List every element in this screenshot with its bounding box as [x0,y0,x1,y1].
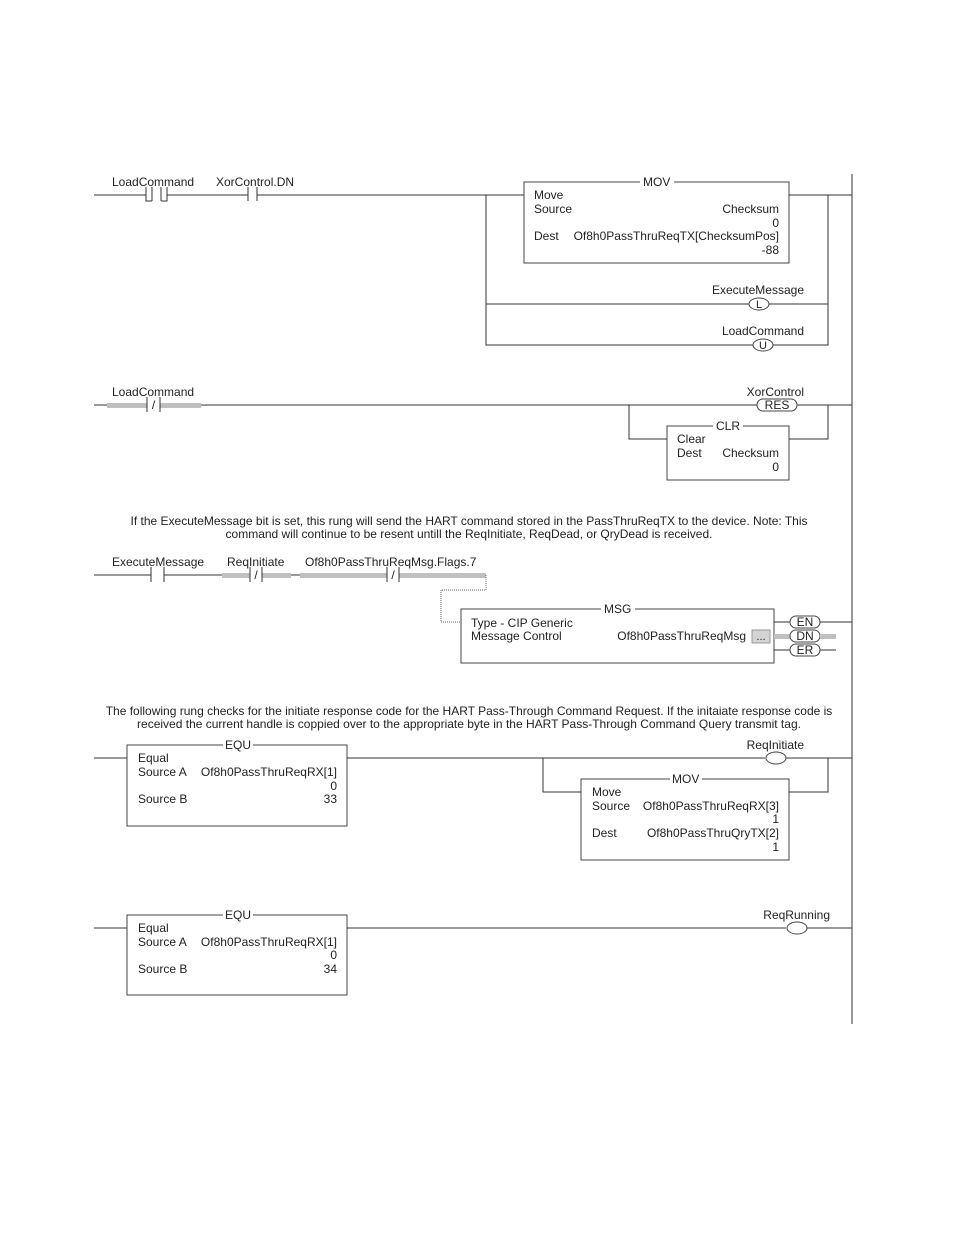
mov-instruction[interactable] [581,772,789,860]
contact-label: LoadCommand [112,175,195,189]
instruction-title: EQU [225,738,252,752]
message-control-label: Message Control [471,629,562,643]
coil-letter: L [755,299,763,311]
instruction-name: Equal [138,751,169,765]
contact-execute-message[interactable] [151,567,164,582]
source-a-label: Source A [138,765,187,779]
source-b-label: Source B [138,792,188,806]
unlatch-coil[interactable] [753,339,773,352]
dest-label: Dest [534,229,559,243]
coil-label: ReqInitiate [746,738,804,752]
contact-load-command-nc[interactable] [147,397,160,412]
rung-3 [94,738,852,860]
contact-symbol: / [254,568,258,582]
equ-instruction[interactable] [127,738,347,826]
dest-label: Dest [677,446,702,460]
contact-symbol: / [391,568,395,582]
source-label: Source [534,202,573,216]
dest-label: Dest [592,826,617,840]
rung-2 [94,555,852,663]
rung-0 [94,175,852,352]
instruction-title: MSG [604,602,632,616]
source-b-value: 33 [323,792,337,806]
rung-comment-line: If the ExecuteMessage bit is set, this rung will send the HART command stored in the PassThruReqTX to the device. Note: This [130,514,808,528]
dn-label: DN [796,629,814,643]
rung-4 [94,908,852,995]
contact-label: ReqInitiate [227,555,285,569]
msg-config-button[interactable] [752,630,770,643]
contact-label: LoadCommand [112,385,195,399]
coil-letter: RES [764,398,790,412]
dest-tag: Of8h0PassThruReqTX[ChecksumPos] [573,229,779,243]
contact-req-initiate-nc[interactable] [250,567,262,582]
coil-label: ExecuteMessage [711,283,804,297]
msg-type-label: Type - CIP Generic [471,616,573,630]
instruction-name: Move [592,785,622,799]
output-coil-req-running[interactable] [787,922,807,934]
source-a-tag: Of8h0PassThruReqRX[1] [200,935,337,949]
instruction-title: MOV [672,772,700,786]
equ-instruction[interactable] [127,908,347,995]
instruction-title: EQU [225,908,252,922]
contact-label: ExecuteMessage [112,555,205,569]
instruction-name: Equal [138,921,169,935]
rung-1 [94,385,852,480]
source-b-value: 34 [323,962,337,976]
contact-xor-control-dn[interactable] [242,187,263,201]
mov-instruction[interactable] [524,175,789,263]
dest-tag: Of8h0PassThruQryTX[2] [646,826,779,840]
source-tag: Checksum [722,202,779,216]
source-a-label: Source A [138,935,187,949]
source-b-label: Source B [138,962,188,976]
coil-letter: U [759,340,767,352]
coil-label: LoadCommand [721,324,804,338]
contact-label: XorControl.DN [216,175,295,189]
message-control-tag: Of8h0PassThruReqMsg [617,629,746,643]
msg-instruction[interactable] [461,602,774,663]
contact-symbol: / [151,398,156,412]
er-label: ER [796,643,814,657]
dest-tag: Checksum [722,446,779,460]
source-label: Source [592,799,631,813]
coil-label: ReqRunning [763,908,830,922]
dest-value: 1 [772,840,779,854]
instruction-title: MOV [643,175,671,189]
source-value: 1 [772,812,779,826]
rung-comment-line: received the current handle is coppied over to the appropriate byte in the HART Pass-Through Command Query transmit tag. [137,717,801,731]
dest-value: 0 [772,460,779,474]
rung-comment-line: command will continue to be resent untill the ReqInitiate, ReqDead, or QryDead is received. [225,527,713,541]
output-coil-req-initiate[interactable] [766,752,786,764]
dest-value: -88 [761,243,779,257]
contact-label: Of8h0PassThruReqMsg.Flags.7 [305,555,477,569]
source-value: 0 [772,216,779,230]
reset-coil[interactable] [757,398,797,412]
clr-instruction[interactable] [667,419,789,480]
source-a-tag: Of8h0PassThruReqRX[1] [200,765,337,779]
instruction-name: Move [534,188,564,202]
contact-load-command[interactable] [146,187,167,201]
instruction-title: CLR [716,419,741,433]
rung-comment-line: The following rung checks for the initiate response code for the HART Pass-Through Command Request. If the initaiate response code is [105,704,833,718]
source-a-value: 0 [330,779,337,793]
en-label: EN [796,615,814,629]
source-a-value: 0 [330,948,337,962]
button-label: ... [756,631,766,643]
contact-req-msg-flags-nc[interactable] [387,567,399,582]
instruction-name: Clear [677,432,706,446]
source-tag: Of8h0PassThruReqRX[3] [642,799,779,813]
coil-label: XorControl [746,385,804,399]
latch-coil[interactable] [749,298,769,311]
